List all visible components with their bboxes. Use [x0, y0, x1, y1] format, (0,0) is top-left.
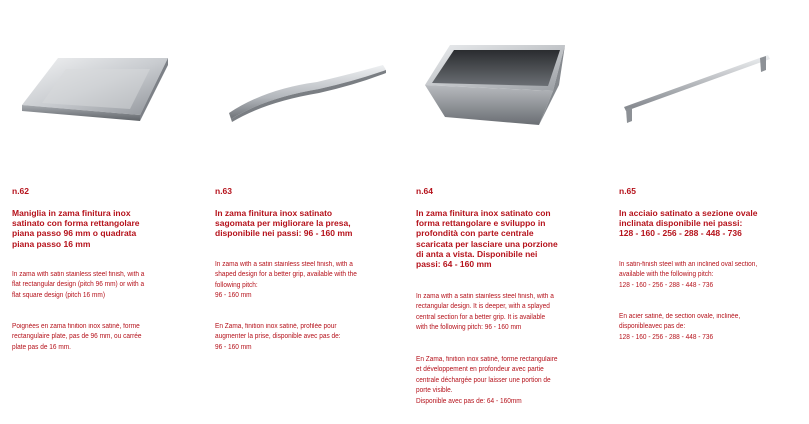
product-code: n.65 — [619, 186, 637, 196]
product-text-fr: En Zama, finition inox satiné, profilée pour augmenter la prise, disponible avec pas de: 96 - 160 mm — [215, 323, 341, 351]
product-text-fr: En acier satiné, de section ovale, inclinée, disponibleavec pas de: 128 - 160 - 256 - 288 - 448 - 736 — [619, 313, 741, 341]
product-text-en: In satin-finish steel with an inclined oval section, available with the following pitch: 128 - 160 - 256 - 288 - 448 - 736 — [619, 261, 758, 289]
product-text-en: In zama with a satin stainless steel finish, with a shaped design for a better grip, available with the following pitch: 96 - 160 mm — [215, 261, 357, 300]
product-code: n.64 — [416, 186, 434, 196]
product-text-fr: En Zama, finition inox satiné, forme rectangulaire et développement en profondeur avec partie centrale déchargée pour laisser une portion de porte visible. Disponible avec pas de: 64 - 160mm — [416, 356, 558, 405]
product-title-it: In zama finitura inox satinato con forma rettangolare e sviluppo in profondità con parte centrale scaricata per lasciare una porzione di anta a vista. Disponibile nei passi: 64 - 160 mm — [416, 208, 558, 270]
product-text-fr: Poignées en zama finition inox satiné, forme rectangulaire plate, pas de 96 mm, ou carrée plate pas de 16 mm. — [12, 323, 142, 351]
product-title-it: Maniglia in zama finitura inox satinato con forma rettangolare piana passo 96 mm o quadrata piana passo 16 mm — [12, 208, 140, 249]
handle-image-n65 — [610, 25, 809, 145]
handle-image-n62 — [0, 25, 200, 145]
product-card-n62 — [0, 0, 200, 424]
product-card-n63 — [205, 0, 405, 424]
product-code: n.63 — [215, 186, 233, 196]
product-title-it: In acciaio satinato a sezione ovale inclinata disponibile nei passi: 128 - 160 - 256 - 288 - 448 - 736 — [619, 208, 758, 239]
product-text-en: In zama with satin stainless steel finish, with a flat rectangular design (pitch 96 mm) or with a flat square design (pitch 16 mm) — [12, 271, 145, 299]
product-title-it: In zama finitura inox satinato sagomata per migliorare la presa, disponibile nei passi: 96 - 160 mm — [215, 208, 353, 239]
product-card-n65 — [610, 0, 809, 424]
product-card-n64 — [405, 0, 610, 424]
product-text-en: In zama with a satin stainless steel finish, with a rectangular design. It is deeper, with a splayed central section for a better grip. It is available with the following pitch: 96 - 160 mm — [416, 293, 554, 332]
handle-image-n64 — [405, 25, 610, 145]
handle-image-n63 — [205, 25, 405, 145]
product-code: n.62 — [12, 186, 30, 196]
